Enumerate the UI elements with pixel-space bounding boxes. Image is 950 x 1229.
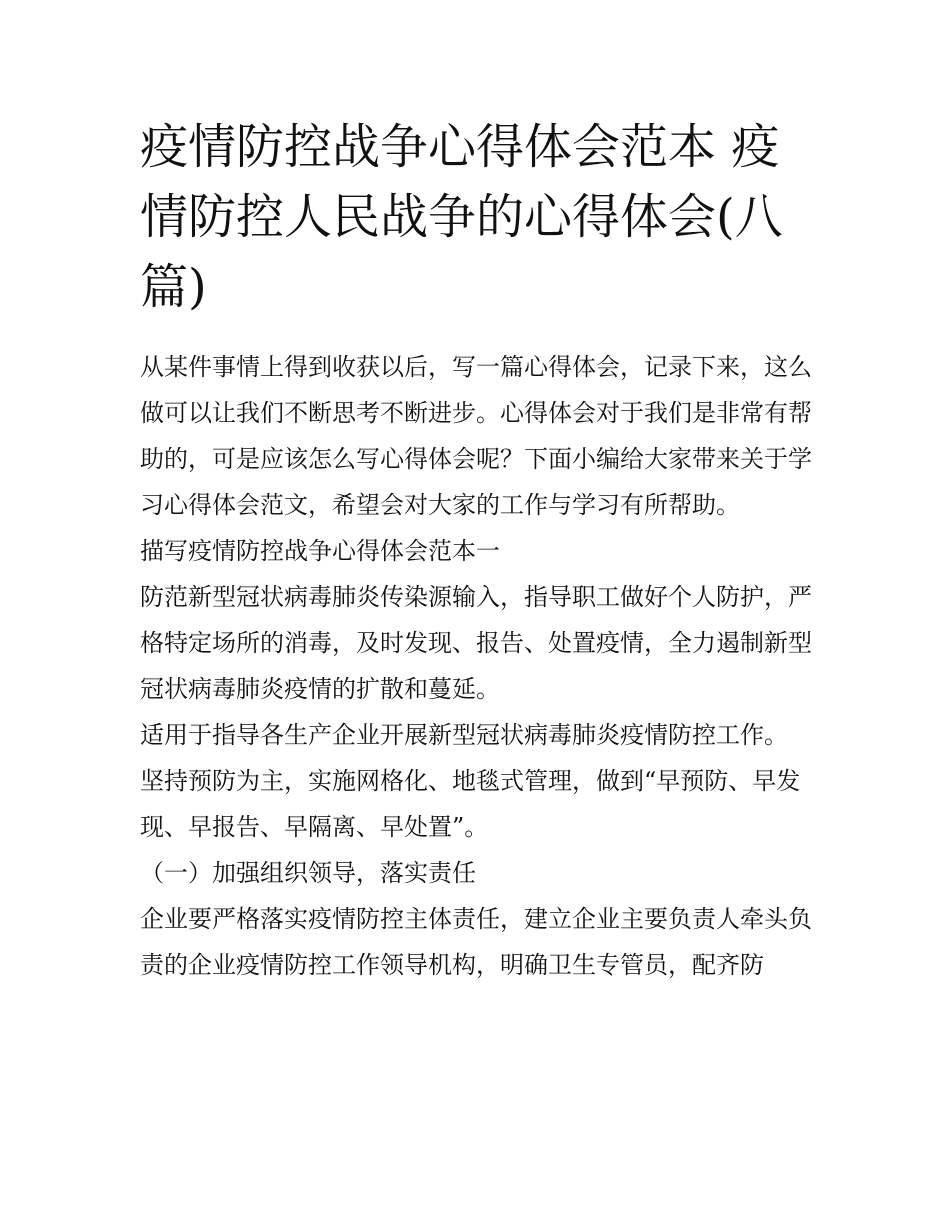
intro-paragraph: 从某件事情上得到收获以后，写一篇心得体会，记录下来，这么做可以让我们不断思考不断进步。心得体会对于我们是非常有帮助的，可是应该怎么写心得体会呢？下面小编给大家带来关于学习心得体会范文，希望会对大家的工作与学习有所帮助。: [140, 353, 812, 519]
section-heading: 描写疫情防控战争心得体会范本一: [140, 537, 500, 565]
body-paragraph: 适用于指导各生产企业开展新型冠状病毒肺炎疫情防控工作。: [140, 721, 788, 749]
body-paragraph: 坚持预防为主，实施网格化、地毯式管理，做到“早预防、早发现、早报告、早隔离、早处置”。: [140, 767, 801, 841]
body-paragraph: 企业要严格落实疫情防控主体责任，建立企业主要负责人牵头负责的企业疫情防控工作领导机构，明确卫生专管员，配齐防: [140, 905, 812, 979]
body-paragraph: 防范新型冠状病毒肺炎传染源输入，指导职工做好个人防护，严格特定场所的消毒，及时发现、报告、处置疫情，全力遏制新型冠状病毒肺炎疫情的扩散和蔓延。: [140, 583, 812, 703]
paragraph-list: [140, 344, 818, 988]
document-title: 疫情防控战争心得体会范本 疫情防控人民战争的心得体会(八篇): [140, 119, 783, 315]
subsection-heading: （一）加强组织领导，落实责任: [140, 859, 476, 887]
document-body: [140, 112, 818, 988]
